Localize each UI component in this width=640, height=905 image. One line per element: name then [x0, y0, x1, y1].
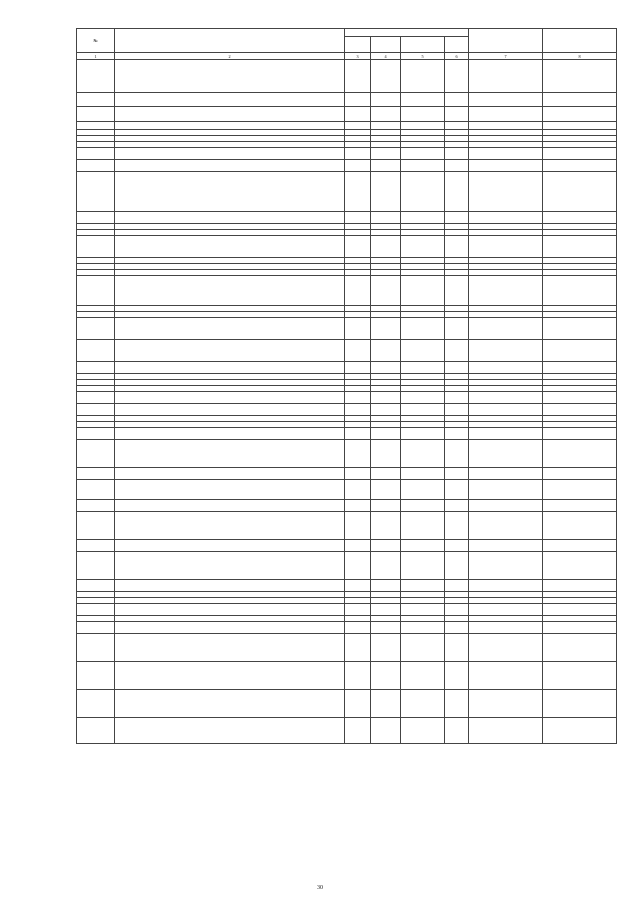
- row-expense-type: [445, 93, 469, 107]
- row-amount-2023: [543, 718, 617, 744]
- row-name: [115, 580, 345, 592]
- row-amount-2023: [543, 500, 617, 512]
- row-amount-2023: [543, 148, 617, 160]
- row-section-code: [371, 634, 401, 662]
- row-section-code: [371, 540, 401, 552]
- header-section: [371, 37, 401, 53]
- row-name: [115, 690, 345, 718]
- header-amount-2022: [469, 29, 543, 53]
- row-expense-type: [445, 552, 469, 580]
- row-amount-2022: [469, 340, 543, 362]
- row-number: [77, 440, 115, 468]
- row-name: [115, 212, 345, 224]
- row-amount-2022: [469, 404, 543, 416]
- table-row: [77, 440, 617, 468]
- row-number: [77, 148, 115, 160]
- header-codes-group: [345, 29, 469, 37]
- row-number: [77, 107, 115, 122]
- row-name: [115, 540, 345, 552]
- row-section-code: [371, 500, 401, 512]
- header-amount-2023: [543, 29, 617, 53]
- table-row: [77, 604, 617, 616]
- row-grbs-code: [345, 60, 371, 93]
- table-row: [77, 362, 617, 374]
- row-number: [77, 93, 115, 107]
- row-number: [77, 428, 115, 440]
- column-number: 5: [401, 53, 445, 60]
- row-section-code: [371, 604, 401, 616]
- table-body: [77, 60, 617, 744]
- header-name: [115, 29, 345, 53]
- table-row: [77, 662, 617, 690]
- row-grbs-code: [345, 212, 371, 224]
- row-grbs-code: [345, 340, 371, 362]
- row-number: [77, 392, 115, 404]
- row-name: [115, 172, 345, 212]
- row-number: [77, 622, 115, 634]
- row-number: [77, 634, 115, 662]
- row-grbs-code: [345, 172, 371, 212]
- row-name: [115, 634, 345, 662]
- row-grbs-code: [345, 107, 371, 122]
- row-section-code: [371, 318, 401, 340]
- row-amount-2022: [469, 122, 543, 130]
- row-number: [77, 404, 115, 416]
- table-row: [77, 60, 617, 93]
- row-target-article: [401, 500, 445, 512]
- row-expense-type: [445, 362, 469, 374]
- row-grbs-code: [345, 500, 371, 512]
- row-grbs-code: [345, 718, 371, 744]
- row-section-code: [371, 107, 401, 122]
- row-target-article: [401, 60, 445, 93]
- row-amount-2023: [543, 107, 617, 122]
- row-amount-2022: [469, 212, 543, 224]
- row-name: [115, 440, 345, 468]
- table-row: [77, 634, 617, 662]
- row-name: [115, 500, 345, 512]
- row-target-article: [401, 148, 445, 160]
- row-target-article: [401, 122, 445, 130]
- row-expense-type: [445, 440, 469, 468]
- row-amount-2022: [469, 148, 543, 160]
- row-number: [77, 662, 115, 690]
- row-amount-2022: [469, 604, 543, 616]
- row-amount-2023: [543, 540, 617, 552]
- row-name: [115, 236, 345, 258]
- row-name: [115, 552, 345, 580]
- budget-table: [76, 28, 617, 744]
- row-expense-type: [445, 540, 469, 552]
- row-amount-2022: [469, 93, 543, 107]
- table-row: [77, 540, 617, 552]
- row-expense-type: [445, 480, 469, 500]
- row-expense-type: [445, 236, 469, 258]
- row-amount-2023: [543, 690, 617, 718]
- row-section-code: [371, 60, 401, 93]
- row-amount-2023: [543, 480, 617, 500]
- row-section-code: [371, 718, 401, 744]
- row-name: [115, 428, 345, 440]
- row-number: [77, 318, 115, 340]
- row-number: [77, 362, 115, 374]
- row-number: [77, 122, 115, 130]
- header-number: №: [77, 29, 115, 53]
- row-section-code: [371, 552, 401, 580]
- column-number: 6: [445, 53, 469, 60]
- row-section-code: [371, 662, 401, 690]
- row-target-article: [401, 212, 445, 224]
- row-amount-2023: [543, 468, 617, 480]
- header-grbs: [345, 37, 371, 53]
- row-target-article: [401, 634, 445, 662]
- row-amount-2022: [469, 718, 543, 744]
- row-amount-2022: [469, 512, 543, 540]
- row-section-code: [371, 468, 401, 480]
- table-row: [77, 500, 617, 512]
- row-name: [115, 276, 345, 306]
- column-number: 8: [543, 53, 617, 60]
- row-expense-type: [445, 468, 469, 480]
- row-amount-2022: [469, 440, 543, 468]
- row-section-code: [371, 172, 401, 212]
- row-name: [115, 60, 345, 93]
- row-target-article: [401, 690, 445, 718]
- row-number: [77, 340, 115, 362]
- row-expense-type: [445, 160, 469, 172]
- row-target-article: [401, 580, 445, 592]
- row-target-article: [401, 540, 445, 552]
- row-number: [77, 552, 115, 580]
- page-number: 30: [317, 885, 323, 891]
- column-number: 2: [115, 53, 345, 60]
- row-target-article: [401, 662, 445, 690]
- row-amount-2023: [543, 172, 617, 212]
- row-expense-type: [445, 500, 469, 512]
- row-number: [77, 540, 115, 552]
- row-section-code: [371, 440, 401, 468]
- row-expense-type: [445, 404, 469, 416]
- row-grbs-code: [345, 122, 371, 130]
- row-name: [115, 662, 345, 690]
- row-amount-2022: [469, 500, 543, 512]
- row-name: [115, 512, 345, 540]
- row-amount-2023: [543, 318, 617, 340]
- row-target-article: [401, 392, 445, 404]
- row-grbs-code: [345, 468, 371, 480]
- row-grbs-code: [345, 276, 371, 306]
- row-grbs-code: [345, 512, 371, 540]
- row-amount-2023: [543, 512, 617, 540]
- table-row: [77, 552, 617, 580]
- row-section-code: [371, 580, 401, 592]
- row-expense-type: [445, 604, 469, 616]
- row-name: [115, 468, 345, 480]
- row-amount-2023: [543, 634, 617, 662]
- column-number: 3: [345, 53, 371, 60]
- row-target-article: [401, 236, 445, 258]
- row-section-code: [371, 236, 401, 258]
- row-name: [115, 318, 345, 340]
- row-number: [77, 580, 115, 592]
- row-section-code: [371, 480, 401, 500]
- row-expense-type: [445, 172, 469, 212]
- row-expense-type: [445, 718, 469, 744]
- row-amount-2023: [543, 60, 617, 93]
- row-grbs-code: [345, 318, 371, 340]
- row-grbs-code: [345, 690, 371, 718]
- table-row: [77, 122, 617, 130]
- table-row: [77, 107, 617, 122]
- header-target-article: [401, 37, 445, 53]
- row-target-article: [401, 107, 445, 122]
- row-name: [115, 340, 345, 362]
- row-amount-2022: [469, 236, 543, 258]
- table-row: [77, 428, 617, 440]
- row-amount-2023: [543, 440, 617, 468]
- table-row: [77, 468, 617, 480]
- row-amount-2023: [543, 404, 617, 416]
- row-grbs-code: [345, 552, 371, 580]
- row-target-article: [401, 362, 445, 374]
- table-row: [77, 318, 617, 340]
- row-amount-2022: [469, 392, 543, 404]
- row-expense-type: [445, 340, 469, 362]
- row-section-code: [371, 122, 401, 130]
- row-grbs-code: [345, 480, 371, 500]
- row-name: [115, 480, 345, 500]
- row-expense-type: [445, 318, 469, 340]
- row-name: [115, 107, 345, 122]
- row-grbs-code: [345, 428, 371, 440]
- row-amount-2022: [469, 428, 543, 440]
- row-number: [77, 276, 115, 306]
- row-section-code: [371, 622, 401, 634]
- row-number: [77, 718, 115, 744]
- row-amount-2022: [469, 60, 543, 93]
- row-target-article: [401, 276, 445, 306]
- table-row: [77, 690, 617, 718]
- table-row: [77, 236, 617, 258]
- row-section-code: [371, 362, 401, 374]
- row-name: [115, 160, 345, 172]
- row-section-code: [371, 428, 401, 440]
- row-name: [115, 93, 345, 107]
- row-section-code: [371, 512, 401, 540]
- table-row: [77, 148, 617, 160]
- row-section-code: [371, 276, 401, 306]
- row-expense-type: [445, 148, 469, 160]
- row-target-article: [401, 440, 445, 468]
- row-grbs-code: [345, 93, 371, 107]
- row-amount-2022: [469, 172, 543, 212]
- row-target-article: [401, 480, 445, 500]
- row-expense-type: [445, 60, 469, 93]
- row-grbs-code: [345, 540, 371, 552]
- row-amount-2022: [469, 634, 543, 662]
- row-expense-type: [445, 276, 469, 306]
- row-grbs-code: [345, 580, 371, 592]
- row-name: [115, 404, 345, 416]
- row-section-code: [371, 392, 401, 404]
- row-amount-2022: [469, 107, 543, 122]
- row-number: [77, 172, 115, 212]
- row-amount-2023: [543, 362, 617, 374]
- table-row: [77, 480, 617, 500]
- row-target-article: [401, 172, 445, 212]
- table-row: [77, 404, 617, 416]
- row-expense-type: [445, 512, 469, 540]
- row-name: [115, 392, 345, 404]
- row-target-article: [401, 718, 445, 744]
- table-row: [77, 172, 617, 212]
- row-number: [77, 468, 115, 480]
- row-grbs-code: [345, 634, 371, 662]
- row-amount-2022: [469, 552, 543, 580]
- row-amount-2022: [469, 160, 543, 172]
- column-number: 1: [77, 53, 115, 60]
- row-grbs-code: [345, 362, 371, 374]
- row-expense-type: [445, 107, 469, 122]
- row-amount-2022: [469, 362, 543, 374]
- row-amount-2022: [469, 690, 543, 718]
- row-section-code: [371, 690, 401, 718]
- row-number: [77, 500, 115, 512]
- row-amount-2023: [543, 122, 617, 130]
- row-amount-2022: [469, 318, 543, 340]
- row-amount-2023: [543, 340, 617, 362]
- row-section-code: [371, 93, 401, 107]
- row-amount-2023: [543, 212, 617, 224]
- row-amount-2022: [469, 540, 543, 552]
- row-grbs-code: [345, 160, 371, 172]
- column-number: 7: [469, 53, 543, 60]
- row-name: [115, 148, 345, 160]
- table-row: [77, 512, 617, 540]
- row-amount-2023: [543, 93, 617, 107]
- row-grbs-code: [345, 236, 371, 258]
- table-row: [77, 276, 617, 306]
- row-grbs-code: [345, 622, 371, 634]
- row-target-article: [401, 512, 445, 540]
- row-target-article: [401, 604, 445, 616]
- row-grbs-code: [345, 662, 371, 690]
- row-number: [77, 236, 115, 258]
- row-grbs-code: [345, 604, 371, 616]
- row-section-code: [371, 160, 401, 172]
- row-target-article: [401, 318, 445, 340]
- row-amount-2023: [543, 428, 617, 440]
- row-number: [77, 212, 115, 224]
- table-row: [77, 718, 617, 744]
- column-number: 4: [371, 53, 401, 60]
- row-target-article: [401, 622, 445, 634]
- row-number: [77, 604, 115, 616]
- row-amount-2023: [543, 604, 617, 616]
- row-grbs-code: [345, 148, 371, 160]
- row-expense-type: [445, 634, 469, 662]
- row-target-article: [401, 552, 445, 580]
- row-expense-type: [445, 392, 469, 404]
- table-row: [77, 160, 617, 172]
- row-target-article: [401, 404, 445, 416]
- row-target-article: [401, 428, 445, 440]
- row-amount-2023: [543, 622, 617, 634]
- row-amount-2023: [543, 580, 617, 592]
- row-amount-2023: [543, 392, 617, 404]
- row-section-code: [371, 148, 401, 160]
- row-grbs-code: [345, 404, 371, 416]
- row-section-code: [371, 404, 401, 416]
- row-name: [115, 362, 345, 374]
- row-amount-2022: [469, 468, 543, 480]
- row-expense-type: [445, 690, 469, 718]
- row-section-code: [371, 212, 401, 224]
- row-amount-2022: [469, 580, 543, 592]
- row-expense-type: [445, 122, 469, 130]
- row-target-article: [401, 468, 445, 480]
- row-amount-2022: [469, 276, 543, 306]
- row-amount-2023: [543, 160, 617, 172]
- row-expense-type: [445, 662, 469, 690]
- row-name: [115, 622, 345, 634]
- table-row: [77, 340, 617, 362]
- row-amount-2023: [543, 236, 617, 258]
- row-amount-2022: [469, 480, 543, 500]
- row-grbs-code: [345, 440, 371, 468]
- table-row: [77, 212, 617, 224]
- row-expense-type: [445, 622, 469, 634]
- row-section-code: [371, 340, 401, 362]
- row-number: [77, 60, 115, 93]
- row-amount-2023: [543, 662, 617, 690]
- table-row: [77, 622, 617, 634]
- row-name: [115, 122, 345, 130]
- row-target-article: [401, 340, 445, 362]
- header-expense-type: [445, 37, 469, 53]
- row-amount-2022: [469, 662, 543, 690]
- row-name: [115, 718, 345, 744]
- row-number: [77, 690, 115, 718]
- row-name: [115, 604, 345, 616]
- row-number: [77, 512, 115, 540]
- row-expense-type: [445, 580, 469, 592]
- row-amount-2022: [469, 622, 543, 634]
- row-amount-2023: [543, 552, 617, 580]
- row-expense-type: [445, 428, 469, 440]
- row-expense-type: [445, 212, 469, 224]
- row-grbs-code: [345, 392, 371, 404]
- row-number: [77, 160, 115, 172]
- row-target-article: [401, 160, 445, 172]
- table-row: [77, 580, 617, 592]
- row-number: [77, 480, 115, 500]
- row-amount-2023: [543, 276, 617, 306]
- table-row: [77, 93, 617, 107]
- table-row: [77, 392, 617, 404]
- row-target-article: [401, 93, 445, 107]
